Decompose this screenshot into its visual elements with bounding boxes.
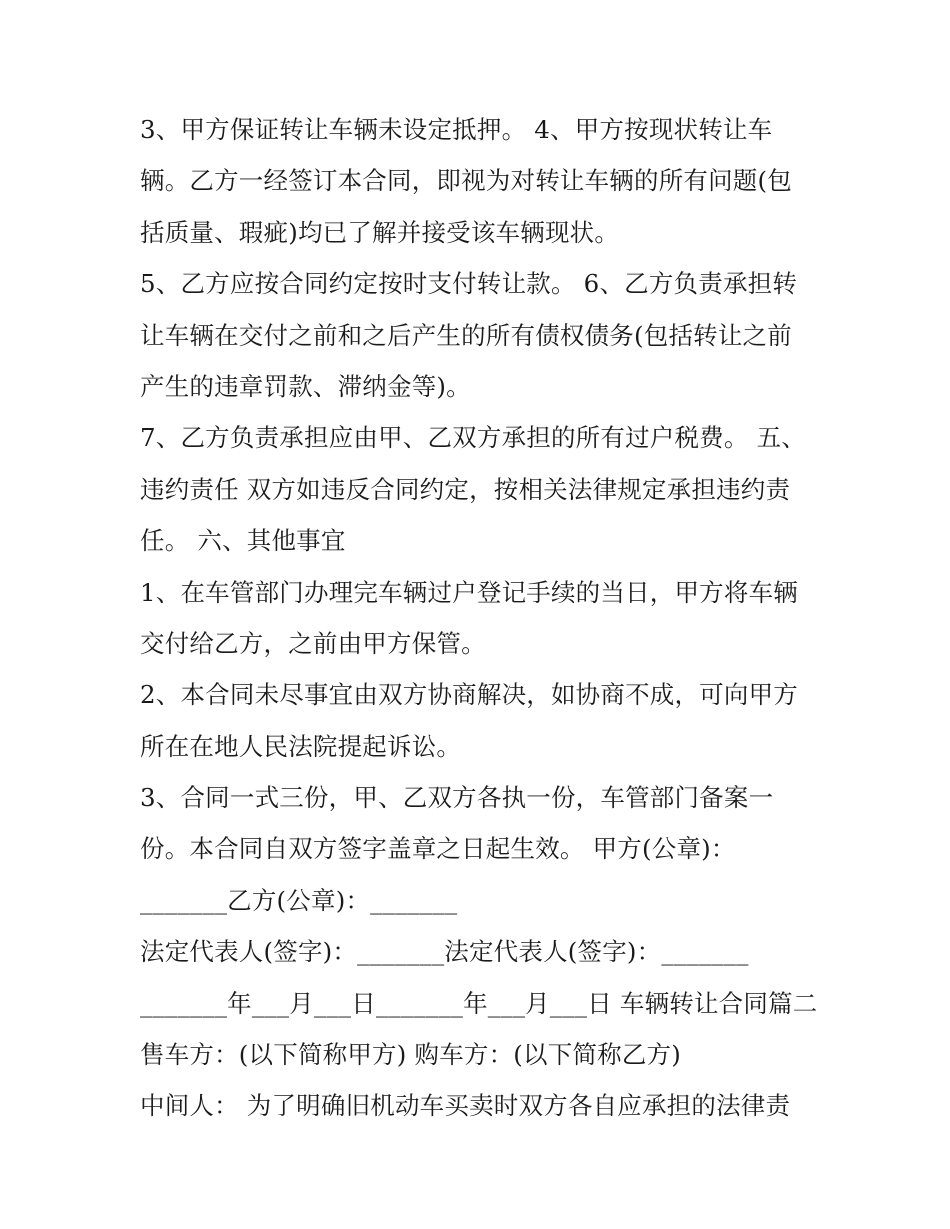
text-line: 违约责任 双方如违反合同约定，按相关法律规定承担违约责 <box>140 474 791 504</box>
signature-line: 法定代表人(签字)：_______法定代表人(签字)：_______ <box>140 937 749 967</box>
contract-text <box>140 108 820 1136</box>
date-line: _______年___月___日_______年___月___日 车辆转让合同篇二 <box>140 988 818 1018</box>
text-line: 括质量、瑕疵)均已了解并接受该车辆现状。 <box>140 217 620 247</box>
text-line: 中间人： 为了明确旧机动车买卖时双方各自应承担的法律责 <box>140 1091 791 1121</box>
text-line: 3、甲方保证转让车辆未设定抵押。 4、甲方按现状转让车 <box>140 115 773 144</box>
text-line: 让车辆在交付之前和之后产生的所有债权债务(包括转让之前 <box>140 320 792 350</box>
text-line: 7、乙方负责承担应由甲、乙双方承担的所有过户税费。 五、 <box>140 423 806 453</box>
text-line: 3、合同一式三份，甲、乙双方各执一份，车管部门备案一 <box>140 783 774 813</box>
text-line: 份。本合同自双方签字盖章之日起生效。 甲方(公章)： <box>140 834 736 864</box>
text-line: 所在在地人民法院提起诉讼。 <box>140 731 462 761</box>
signature-line: _______乙方(公章)：_______ <box>140 885 458 915</box>
text-line: 售车方：(以下简称甲方) 购车方：(以下简称乙方) <box>140 1040 682 1070</box>
text-line: 任。 六、其他事宜 <box>140 526 346 556</box>
text-line: 2、本合同未尽事宜由双方协商解决，如协商不成，可向甲方 <box>140 680 798 710</box>
text-line: 交付给乙方，之前由甲方保管。 <box>140 628 486 658</box>
text-line: 5、乙方应按合同约定按时支付转让款。 6、乙方负责承担转 <box>140 269 798 299</box>
text-line: 产生的违章罚款、滞纳金等)。 <box>140 371 471 401</box>
text-line: 辆。乙方一经签订本合同，即视为对转让车辆的所有问题(包 <box>140 166 792 196</box>
text-line: 1、在车管部门办理完车辆过户登记手续的当日，甲方将车辆 <box>140 577 798 607</box>
